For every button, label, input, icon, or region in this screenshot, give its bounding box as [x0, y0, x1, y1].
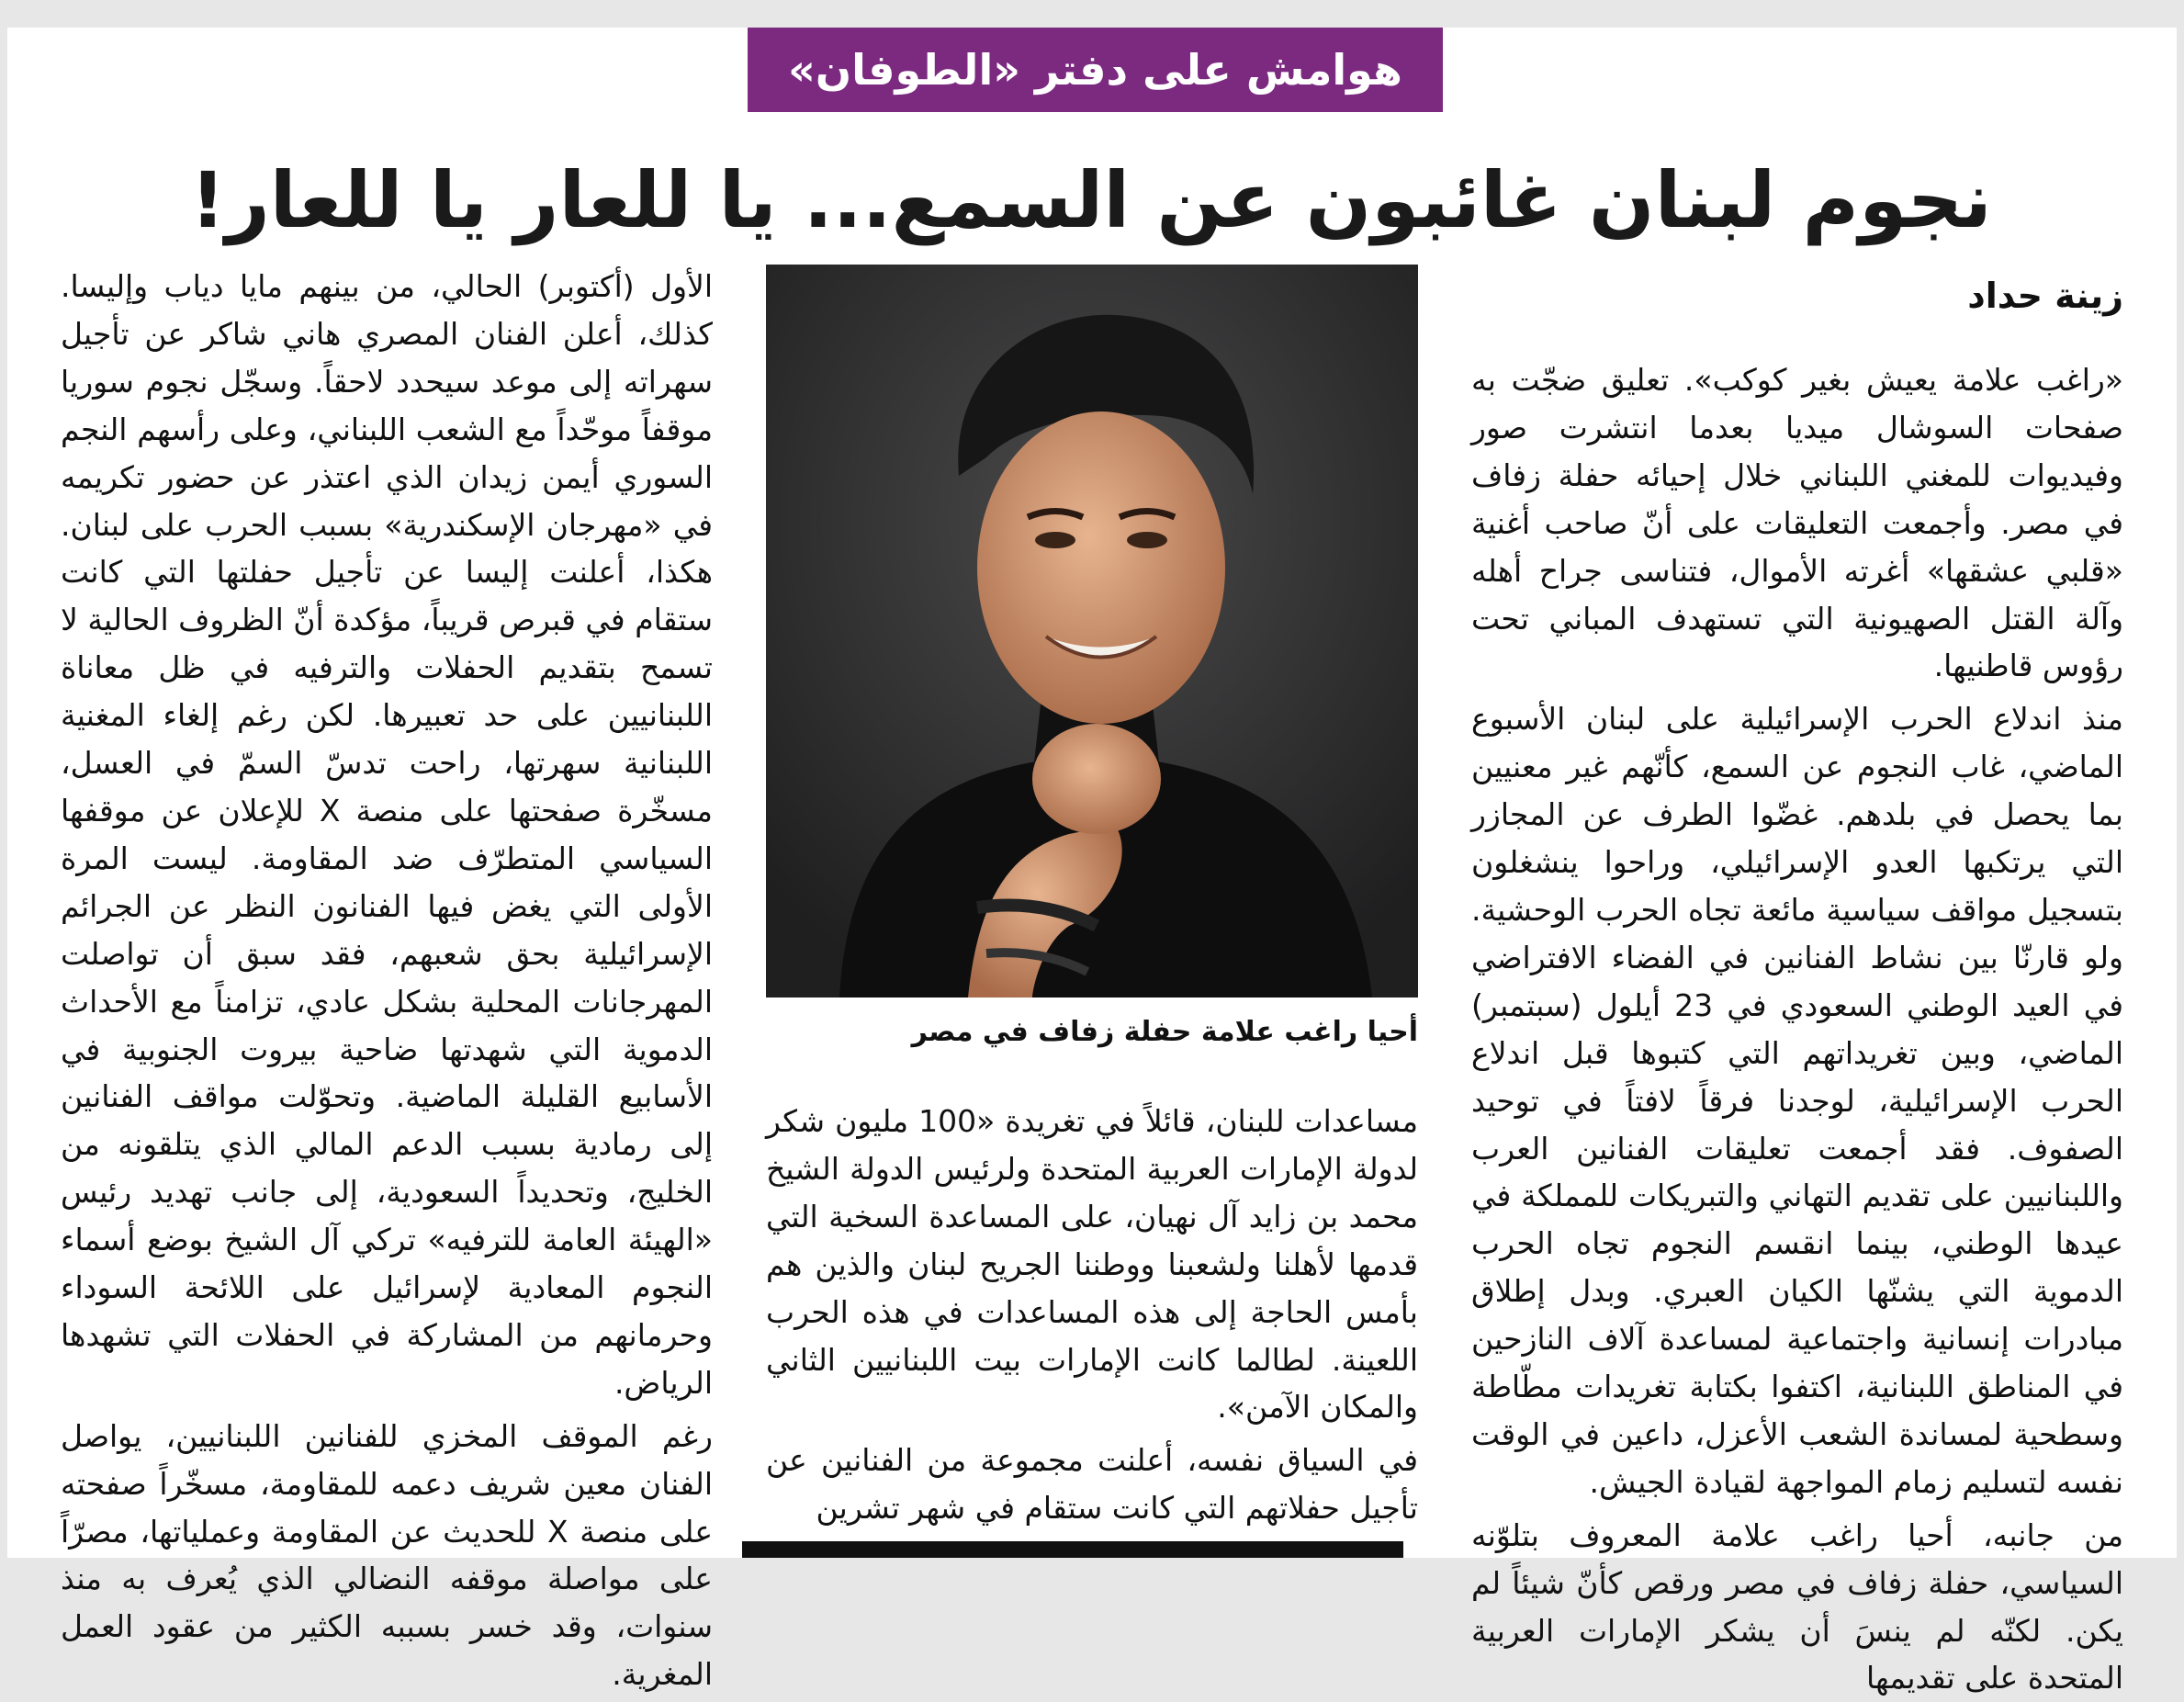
bottom-rule — [742, 1541, 1403, 1558]
author-byline: زينة حداد — [1967, 276, 2123, 316]
article-headline: نجوم لبنان غائبون عن السمع... يا للعار يا للعار! — [190, 155, 1992, 245]
photo-caption: أحيا راغب علامة حفلة زفاف في مصر — [911, 1016, 1418, 1048]
article-column-right — [1471, 356, 2124, 1696]
paragraph: «راغب علامة يعيش بغير كوكب». تعليق ضجّت به صفحات السوشال ميديا بعدما انتشرت صور وفيديوات للمغني اللبناني خلال إحيائه حفلة زفاف في مصر. وأجمعت التعليقات على أنّ صاحب أغنية «قلبي عشقها» أغرته الأموال، فتناسى جراح أهله وآلة القتل الصهيونية التي تستهدف المباني تحت رؤوس قاطنيها. — [1471, 362, 2123, 684]
article-photo — [766, 265, 1418, 998]
section-kicker: هوامش على دفتر «الطوفان» — [748, 28, 1443, 112]
paragraph: من جانبه، أحيا راغب علامة المعروف بتلوّنه السياسي، حفلة زفاف في مصر ورقص كأنّ شيئاً لم يكن. لكنّه لم ينسَ أن يشكر الإمارات العربية المتحدة على تقديمها — [1471, 1516, 2123, 1696]
paragraph: رغم الموقف المخزي للفنانين اللبنانيين، يواصل الفنان معين شريف دعمه للمقاومة، مسخّراً صفحته على منصة X للحديث عن المقاومة وعملياتها، مصرّاً على مواصلة موقفه النضالي الذي يُعرف به منذ سنوات، وقد خسر بسببه الكثير من عقود العمل المغرية. — [61, 1417, 714, 1693]
newspaper-page — [7, 28, 2177, 1696]
paragraph: في السياق نفسه، أعلنت مجموعة من الفنانين عن تأجيل حفلاتهم التي كانت ستقام في شهر تشرين — [766, 1442, 1418, 1527]
portrait-image — [766, 265, 1418, 998]
article-column-left — [61, 263, 714, 1693]
paragraph: الأول (أكتوبر) الحالي، من بينهم مايا دياب وإليسا. كذلك، أعلن الفنان المصري هاني شاكر عن تأجيل سهراته إلى موعد سيحدد لاحقاً. وسجّل نجوم سوريا موقفاً موحّداً مع الشعب اللبناني، وعلى رأسهم النجم السوري أيمن زيدان الذي اعتذر عن حضور تكريمه في «مهرجان الإسكندرية» بسبب الحرب على لبنان. هكذا، أعلنت إليسا عن تأجيل حفلتها التي كانت ستقام في قبرص قريباً، مؤكدة أنّ الظروف الحالية لا تسمح بتقديم الحفلات والترفيه في ظل معاناة اللبنانيين على حد تعبيرها. لكن رغم إلغاء المغنية اللبنانية سهرتها، راحت تدسّ السمّ في العسل، مسخّرة صفحتها على منصة X للإعلان عن موقفها السياسي المتطرّف ضد المقاومة. ليست المرة الأولى التي يغض فيها الفنانون النظر عن الجرائم الإسرائيلية بحق شعبهم، فقد سبق أن تواصلت المهرجانات المحلية بشكل عادي، تزامناً مع الأحداث الدموية التي شهدتها ضاحية بيروت الجنوبية في الأسابيع القليلة الماضية. وتحوّلت مواقف الفنانين إلى رمادية بسبب الدعم المالي الذي يتلقونه من الخليج، وتحديداً السعودية، إلى جانب تهديد رئيس «الهيئة العامة للترفيه» تركي آل الشيخ بوضع أسماء النجوم المعادية لإسرائيل على اللائحة السوداء وحرمانهم من المشاركة في الحفلات التي تشهدها الرياض. — [61, 268, 713, 1401]
article-column-middle — [766, 1098, 1418, 1527]
paragraph: مساعدات للبنان، قائلاً في تغريدة «100 مليون شكر لدولة الإمارات العربية المتحدة ولرئيس الدولة الشيخ محمد بن زايد آل نهيان، على المساعدة السخية التي قدمها لأهلنا ولشعبنا ووطننا الجريح لبنان والذين هم بأمس الحاجة إلى هذه المساعدات في هذه الحرب اللعينة. لطالما كانت الإمارات بيت اللبنانيين الثاني والمكان الآمن». — [766, 1103, 1418, 1426]
paragraph: منذ اندلاع الحرب الإسرائيلية على لبنان الأسبوع الماضي، غاب النجوم عن السمع، كأنّهم غير معنيين بما يحصل في بلدهم. غضّوا الطرف عن المجازر التي يرتكبها العدو الإسرائيلي، وراحوا ينشغلون بتسجيل مواقف سياسية مائعة تجاه الحرب الوحشية. ولو قارنّا بين نشاط الفنانين في الفضاء الافتراضي في العيد الوطني السعودي في 23 أيلول (سبتمبر) الماضي، وبين تغريداتهم التي كتبوها قبل اندلاع الحرب الإسرائيلية، لوجدنا فرقاً لافتاً في توحيد الصفوف. فقد أجمعت تعليقات الفنانين العرب واللبنانيين على تقديم التهاني والتبريكات للمملكة في عيدها الوطني، بينما انقسم النجوم تجاه الحرب الدموية التي يشنّها الكيان العبري. وبدل إطلاق مبادرات إنسانية واجتماعية لمساعدة آلاف النازحين في المناطق اللبنانية، اكتفوا بكتابة تغريدات مطّاطة وسطحية لمساندة الشعب الأعزل، داعين في الوقت نفسه لتسليم زمام المواجهة لقيادة الجيش. — [1471, 701, 2124, 1500]
